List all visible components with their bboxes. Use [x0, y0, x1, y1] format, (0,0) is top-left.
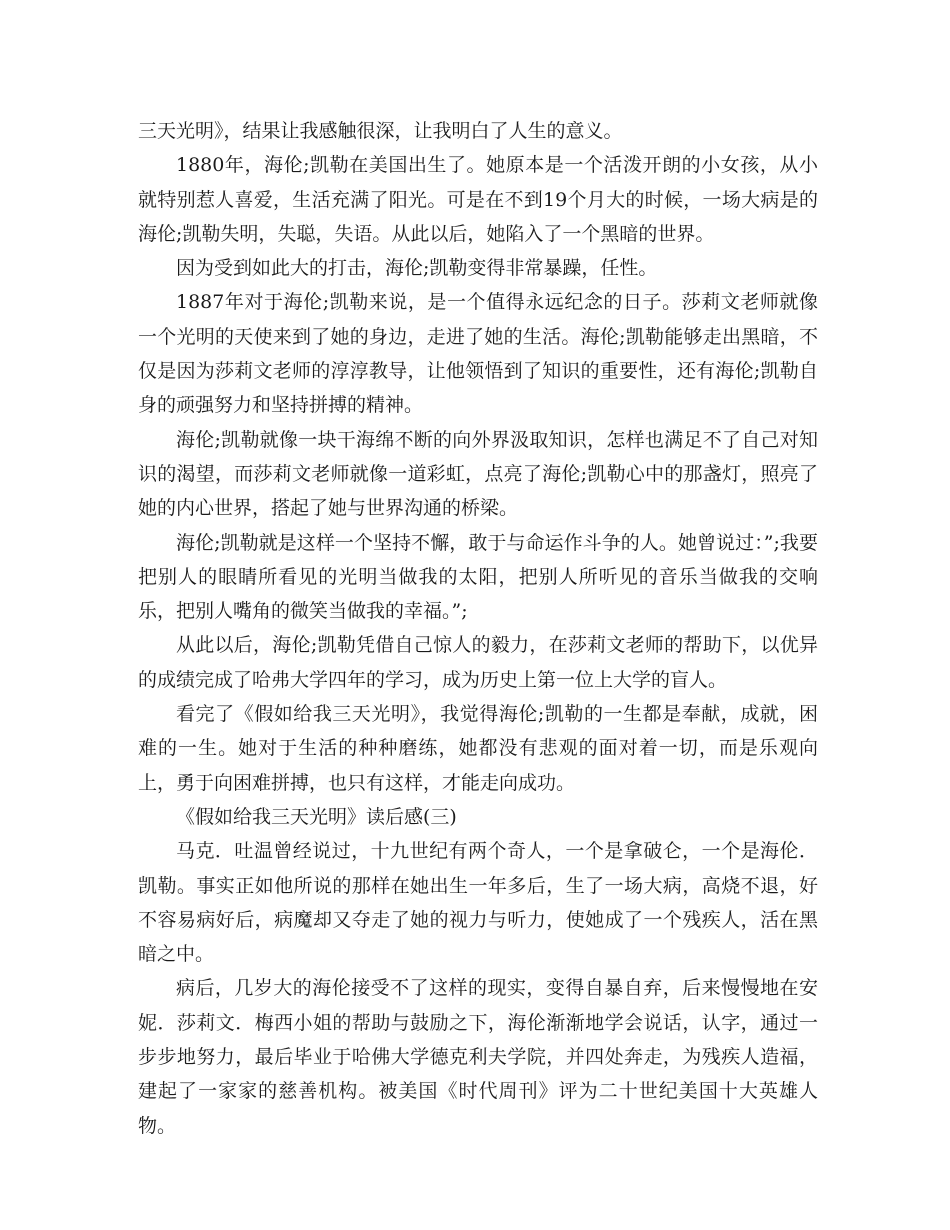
paragraph-4: 1887年对于海伦;凯勒来说，是一个值得永远纪念的日子。莎莉文老师就像一个光明的天使来到了她的身边，走进了她的生活。海伦;凯勒能够走出黑暗，不仅是因为莎莉文老师的淳淳教导，让他领悟到了知识的重要性，还有海伦;凯勒自身的顽强努力和坚持拼搏的精神。 [138, 291, 818, 417]
paragraph-1: 三天光明》，结果让我感触很深，让我明白了人生的意义。 [138, 120, 623, 142]
document-body [138, 114, 818, 1143]
paragraph-5: 海伦;凯勒就像一块干海绵不断的向外界汲取知识，怎样也满足不了自己对知识的渴望，而莎莉文老师就像一道彩虹，点亮了海伦;凯勒心中的那盏灯，照亮了她的内心世界，搭起了她与世界沟通的桥梁。 [138, 428, 818, 520]
section-heading: 《假如给我三天光明》读后感(三) [176, 805, 457, 828]
paragraph-10: 病后，几岁大的海伦接受不了这样的现实，变得自暴自弃，后来慢慢地在安妮．莎莉文．梅西小姐的帮助与鼓励之下，海伦渐渐地学会说话，认字，通过一步步地努力，最后毕业于哈佛大学德克利夫学院，并四处奔走，为残疾人造福，建起了一家家的慈善机构。被美国《时代周刊》评为二十世纪美国十大英雄人物。 [138, 977, 818, 1137]
paragraph-6: 海伦;凯勒就是这样一个坚持不懈，敢于与命运作斗争的人。她曾说过：”;我要把别人的眼睛所看见的光明当做我的太阳，把别人所听见的音乐当做我的交响乐，把别人嘴角的微笑当做我的幸福。”; [138, 531, 818, 623]
paragraph-2: 1880年，海伦;凯勒在美国出生了。她原本是一个活泼开朗的小女孩，从小就特别惹人喜爱，生活充满了阳光。可是在不到19个月大的时候，一场大病是的海伦;凯勒失明，失聪，失语。从此以后，她陷入了一个黑暗的世界。 [138, 154, 818, 245]
paragraph-3: 因为受到如此大的打击，海伦;凯勒变得非常暴躁，任性。 [176, 257, 658, 280]
paragraph-7: 从此以后，海伦;凯勒凭借自己惊人的毅力，在莎莉文老师的帮助下，以优异的成绩完成了哈弗大学四年的学习，成为历史上第一位上大学的盲人。 [138, 634, 818, 691]
paragraph-8: 看完了《假如给我三天光明》，我觉得海伦;凯勒的一生都是奉献，成就，困难的一生。她对于生活的种种磨练，她都没有悲观的面对着一切，而是乐观向上，勇于向困难拼搏，也只有这样，才能走向成功。 [138, 703, 818, 794]
paragraph-9: 马克．吐温曾经说过，十九世纪有两个奇人，一个是拿破仑，一个是海伦．凯勒。事实正如他所说的那样在她出生一年多后，生了一场大病，高烧不退，好不容易病好后，病魔却又夺走了她的视力与听力，使她成了一个残疾人，活在黑暗之中。 [138, 840, 818, 966]
